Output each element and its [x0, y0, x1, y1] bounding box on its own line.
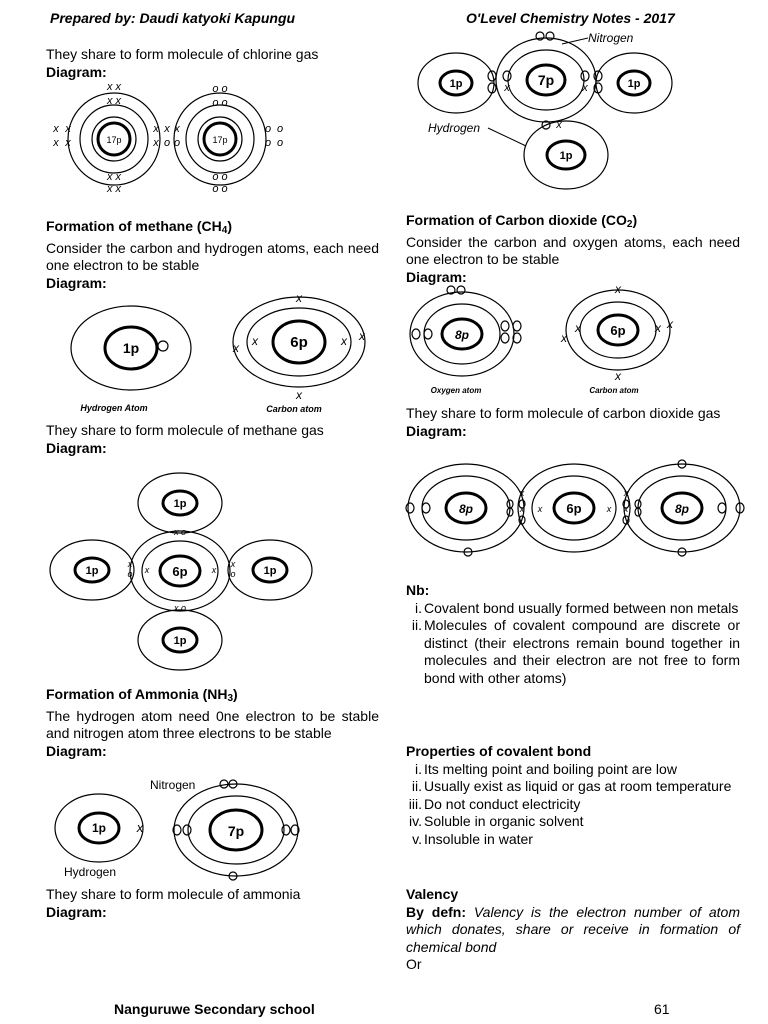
ammonia-molecule-text: They share to form molecule of ammonia [46, 886, 301, 902]
h-nucleus: 1p [91, 821, 107, 835]
nitrogen-caption: Nitrogen [150, 778, 196, 792]
svg-text:x: x [53, 137, 59, 149]
diagram-label: Diagram [46, 274, 103, 291]
svg-text:o: o [276, 123, 284, 135]
svg-text:x: x [359, 329, 365, 343]
hydrogen-caption: Hydrogen Atom [80, 403, 148, 413]
list-item: i. Its melting point and boiling point are low [415, 760, 677, 777]
footer-school: Nanguruwe Secondary school [114, 1001, 315, 1017]
nb-section: Nb: i. Covalent bond usually formed between non metals ii. Molecules of covalent compound are discrete or distinct (their electrons remain bound together in molecules and their electron are not free to form bond with other atoms) [406, 582, 740, 686]
methane-molecule-text: They share to form molecule of methane gas [46, 422, 324, 438]
svg-text:o: o [163, 137, 171, 149]
methane-h-nucleus: 1p [85, 565, 99, 577]
ammonia-molecule-diagram [408, 28, 738, 198]
svg-text:x: x [582, 82, 588, 94]
diagram-label: Diagram [46, 63, 103, 80]
list-item: v. Insoluble in water [412, 830, 533, 847]
svg-text:x: x [211, 565, 217, 575]
svg-text:x: x [615, 369, 621, 383]
diagram-label: Diagram [46, 439, 103, 456]
svg-text:x: x [623, 488, 629, 498]
oxygen-carbon-atoms-diagram [406, 282, 740, 400]
svg-text:x: x [575, 321, 581, 335]
carbon-caption: Carbon atom [589, 386, 639, 395]
svg-text:o o: o o [212, 83, 228, 95]
h-nucleus: 1p [449, 78, 463, 90]
svg-text:x: x [615, 282, 621, 296]
co2-text: Consider the carbon and oxygen atoms, each need one electron to be stable [406, 233, 740, 267]
h-nucleus: 1p [122, 340, 140, 356]
oxygen-caption: Oxygen atom [430, 386, 482, 395]
svg-text:x: x [65, 137, 71, 149]
svg-text:o o: o o [212, 183, 228, 195]
methane-h-nucleus: 1p [173, 498, 187, 510]
co2-molecule-text: They share to form molecule of carbon dioxide gas [406, 405, 721, 421]
ammonia-section: Formation of Ammonia $(NH_3)$ The hydrogen atom need 0ne electron to be stable and nitrogen atom three electrons to be stable Diagram: [46, 686, 379, 759]
ammonia-heading: Formation of Ammonia $(NH_3)$ [46, 686, 238, 704]
svg-text:x: x [174, 123, 180, 135]
svg-text:x: x [230, 559, 236, 569]
c-nucleus: 6p [566, 501, 582, 516]
properties-section [406, 743, 740, 848]
ammonia-molecule-section: They share to form molecule of ammonia Diagram: [46, 886, 379, 921]
diagram-label: Diagram [406, 268, 463, 285]
svg-text:o: o [264, 123, 272, 135]
svg-text:o o: o o [212, 97, 228, 109]
nitrogen-caption: Nitrogen [588, 31, 634, 45]
o-nucleus: 8p [458, 502, 474, 516]
co2-molecule-section: They share to form molecule of carbon dioxide gas Diagram: [406, 405, 740, 440]
nb-list [406, 600, 740, 688]
c-nucleus: 6p [290, 334, 308, 351]
svg-text:o: o [276, 137, 284, 149]
svg-text:x: x [233, 341, 239, 355]
valency-heading: Valency [406, 886, 459, 902]
methane-c-nucleus: 6p [172, 564, 188, 579]
svg-text:o: o [127, 569, 133, 579]
nb-label: Nb [406, 582, 425, 598]
svg-text:o: o [173, 137, 181, 149]
svg-text:x: x [606, 504, 612, 514]
chlorine-section: They share to form molecule of chlorine gas Diagram: [46, 46, 379, 81]
valency-section [406, 886, 740, 974]
svg-text:x: x [519, 504, 525, 514]
svg-text:x: x [127, 559, 133, 569]
header-title: O'Level Chemistry Notes - 2017 [466, 10, 675, 26]
diagram-label: Diagram [46, 903, 103, 920]
diagram-label: Diagram [46, 742, 103, 759]
list-item: ii. Usually exist as liquid or gas at room temperature [411, 778, 732, 794]
svg-text:x x: x x [106, 171, 122, 183]
methane-section: Formation of methane $(CH_4)$ Consider the carbon and hydrogen atoms, each need one electron to be stable Diagram: [46, 218, 379, 291]
hydrogen-caption: Hydrogen [428, 121, 481, 135]
h-nucleus: 1p [627, 78, 641, 90]
svg-text:x: x [296, 291, 302, 305]
c-nucleus: 6p [610, 323, 626, 338]
valency-definition: By defn: Valency is the electron number of atom which donates, share or receive in formation of chemical bond [406, 903, 741, 955]
h-nucleus: 1p [559, 150, 573, 162]
list-item: ii. Molecules of covalent compound are discrete or distinct (their electrons remain bound together in molecules and their electron are not free to form bond with other atoms) [411, 617, 740, 686]
methane-molecule-section: They share to form molecule of methane gas Diagram: [46, 422, 379, 457]
svg-text:o: o [230, 569, 236, 579]
n-nucleus: 7p [537, 72, 555, 88]
svg-text:x: x [537, 504, 543, 514]
methane-h-nucleus: 1p [173, 635, 187, 647]
svg-text:x x: x x [106, 95, 122, 107]
svg-text:x: x [136, 820, 144, 835]
ammonia-text: The hydrogen atom need 0ne electron to be stable and nitrogen atom three electrons to be stable [46, 707, 379, 741]
svg-text:x: x [341, 334, 347, 348]
svg-text:x: x [296, 388, 302, 402]
svg-text:x: x [252, 334, 258, 348]
svg-text:x o: x o [173, 603, 187, 613]
diagram-label: Diagram [406, 422, 463, 439]
svg-text:x: x [655, 321, 661, 335]
list-item: i. Covalent bond usually formed between non metals [415, 599, 739, 616]
co2-heading: Formation of Carbon dioxide $(CO_2)$ [406, 212, 638, 230]
valency-or: Or [406, 956, 422, 972]
svg-text:x: x [519, 488, 525, 498]
svg-text:x: x [164, 123, 170, 135]
svg-text:x x: x x [106, 183, 122, 195]
carbon-caption: Carbon atom [266, 404, 322, 414]
o-nucleus: 8p [454, 328, 470, 342]
svg-text:x: x [561, 331, 567, 345]
nucleus-label: 17p [106, 135, 122, 145]
co2-section: Formation of Carbon dioxide $(CO_2)$ Consider the carbon and oxygen atoms, each need one electron to be stable Diagram: [406, 212, 740, 285]
svg-text:x: x [504, 82, 510, 94]
svg-text:o o: o o [212, 171, 228, 183]
page-number: 61 [654, 1001, 670, 1017]
methane-molecule-diagram [46, 478, 346, 678]
hydrogen-caption: Hydrogen [64, 865, 117, 879]
methane-h-nucleus: 1p [263, 565, 277, 577]
svg-text:x x: x x [106, 81, 122, 93]
svg-text:x o: x o [173, 527, 187, 537]
svg-text:o: o [264, 137, 272, 149]
svg-text:x: x [667, 317, 673, 331]
svg-text:x: x [153, 123, 159, 135]
svg-text:x: x [153, 137, 159, 149]
properties-heading: Properties of covalent bond [406, 743, 592, 759]
list-item: iv. Soluble in organic solvent [409, 813, 584, 829]
hydrogen-nitrogen-atoms-diagram [46, 772, 379, 884]
header-author: Prepared by: Daudi katyoki Kapungu [50, 10, 296, 26]
methane-heading: Formation of methane $(CH_4)$ [46, 218, 233, 236]
svg-text:x: x [556, 119, 562, 131]
svg-text:x: x [65, 123, 71, 135]
chlorine-text: They share to form molecule of chlorine gas [46, 46, 319, 62]
list-item: iii. Do not conduct electricity [408, 795, 581, 812]
nucleus-label: 17p [212, 135, 228, 145]
svg-text:x: x [144, 565, 150, 575]
svg-text:x: x [623, 504, 629, 514]
svg-text:x: x [53, 123, 59, 135]
n-nucleus: 7p [227, 823, 245, 839]
properties-list [406, 761, 740, 849]
hydrogen-carbon-atoms-diagram [46, 290, 379, 415]
o-nucleus: 8p [674, 502, 690, 516]
chlorine-molecule-diagram [46, 81, 346, 195]
co2-molecule-diagram [406, 460, 746, 560]
methane-text: Consider the carbon and hydrogen atoms, each need one electron to be stable [46, 239, 379, 273]
